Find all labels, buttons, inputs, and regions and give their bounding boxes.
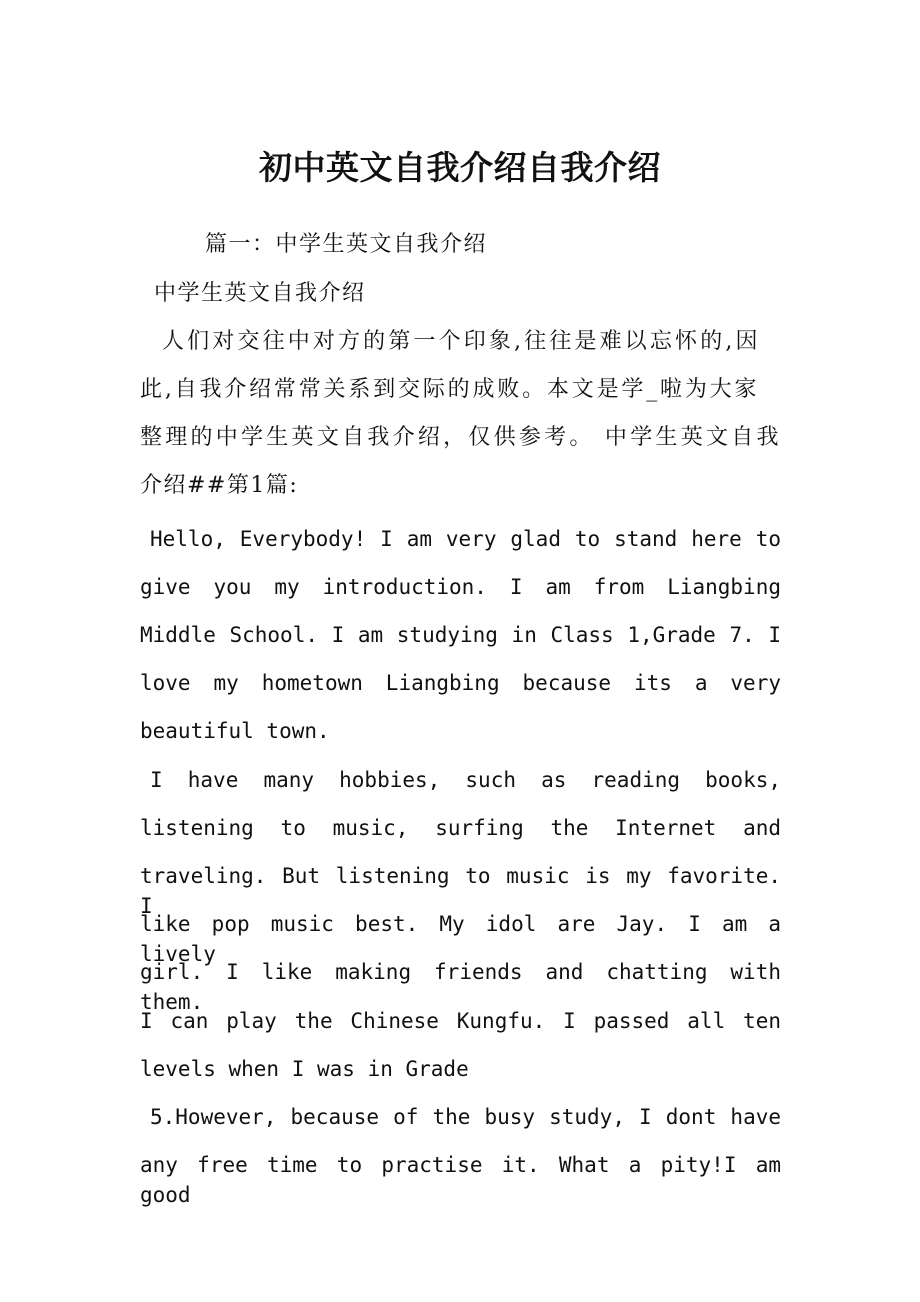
english-line: I can play the Chinese Kungfu. I passed all ten [140,1009,781,1033]
english-line: beautiful town. [140,719,330,743]
english-line: I have many hobbies, such as reading books, [150,768,781,792]
english-line: listening to music, surfing the Internet and [140,816,781,840]
english-line: Middle School. I am studying in Class 1,Grade 7. I [140,623,781,647]
english-line: love my hometown Liangbing because its a very [140,671,781,695]
intro-line: 人们对交往中对方的第一个印象,往往是难以忘怀的,因 [162,329,759,354]
english-line: give you my introduction. I am from Liangbing [140,575,781,599]
english-line: like pop music best. My idol are Jay. I am a lively [140,912,781,966]
english-line: Hello, Everybody! I am very glad to stand here to [150,527,781,551]
chapter-heading: 篇一：中学生英文自我介绍 [205,232,488,257]
intro-line: 介绍##第1篇: [140,473,299,498]
english-line: any free time to practise it. What a pity!I am good [140,1153,781,1207]
document-title: 初中英文自我介绍自我介绍 [259,148,661,187]
english-line: girl. I like making friends and chatting with them. [140,960,781,1014]
intro-line: 此,自我介绍常常关系到交际的成败。本文是学_啦为大家 [140,377,758,402]
intro-line: 整理的中学生英文自我介绍，仅供参考。 中学生英文自我 [140,425,780,450]
subheading: 中学生英文自我介绍 [154,281,366,306]
english-line: levels when I was in Grade [140,1057,469,1081]
english-line: traveling. But listening to music is my favorite. I [140,864,781,918]
english-line: 5.However, because of the busy study, I dont have [150,1105,781,1129]
